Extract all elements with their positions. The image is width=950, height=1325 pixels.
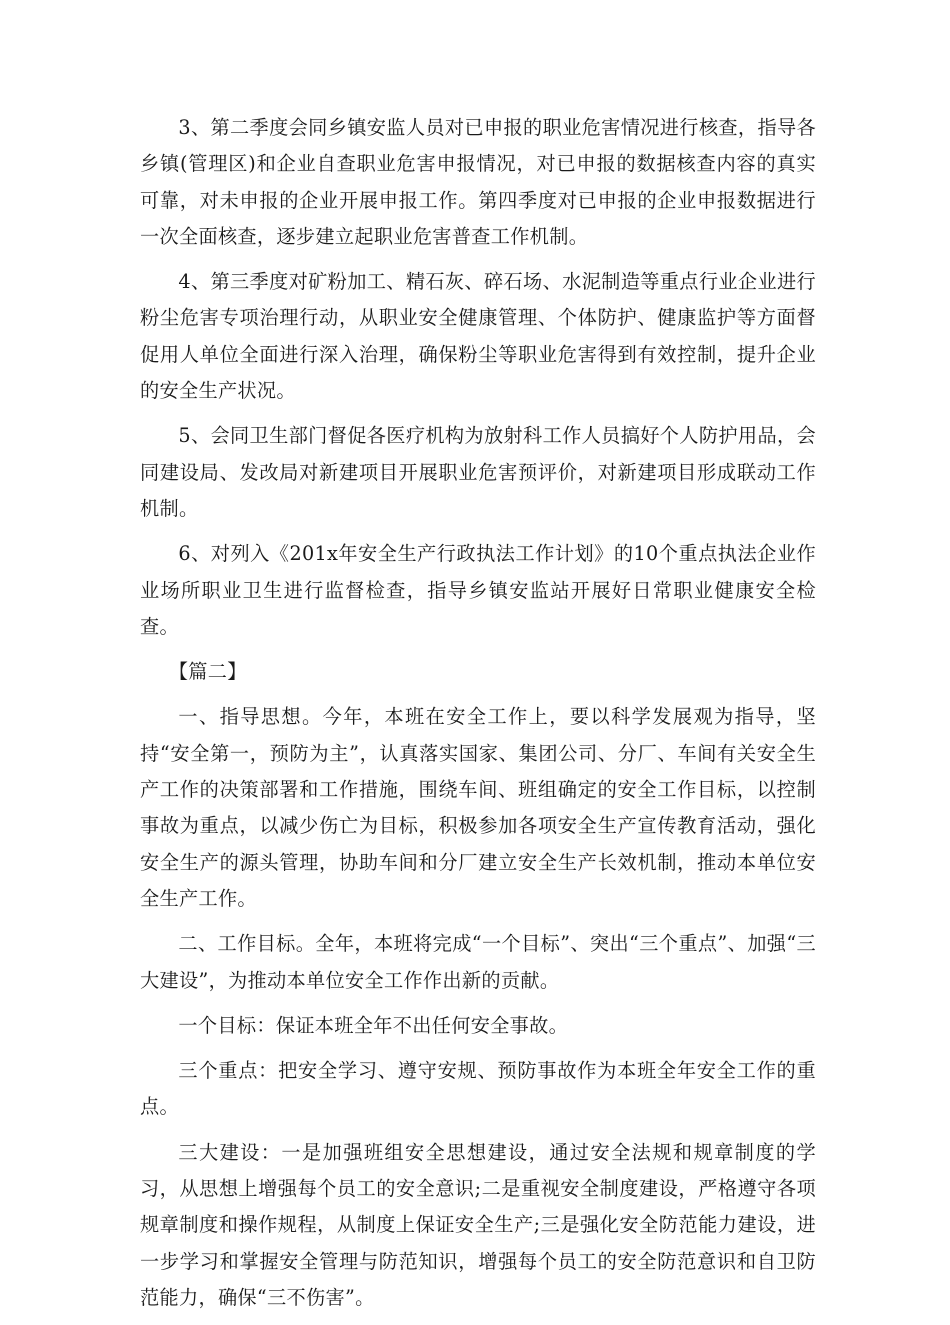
section-heading: 【篇二】 bbox=[168, 660, 247, 684]
paragraph-one-goal: 一个目标：保证本班全年不出任何安全事故。 bbox=[178, 1013, 569, 1037]
document-body bbox=[140, 110, 816, 1325]
paragraph-three-constructions: 三大建设：一是加强班组安全思想建设，通过安全法规和规章制度的学习，从思想上增强每个员工的安全意识;二是重视安全制度建设，严格遵守各项规章制度和操作规程，从制度上保证安全生产;三是强化安全防范能力建设，进一步学习和掌握安全管理与防范知识，增强每个员工的安全防范意识和自卫防范能力，确保“三不伤害”。 bbox=[140, 1140, 816, 1309]
paragraph-item-3: 3、第二季度会同乡镇安监人员对已申报的职业危害情况进行核查，指导各乡镇(管理区)和企业自查职业危害申报情况，对已申报的数据核查内容的真实可靠，对未申报的企业开展申报工作。第四季度对已申报的企业申报数据进行一次全面核查，逐步建立起职业危害普查工作机制。 bbox=[140, 116, 816, 248]
paragraph-guiding-ideology: 一、指导思想。今年，本班在安全工作上，要以科学发展观为指导，坚持“安全第一，预防为主”，认真落实国家、集团公司、分厂、车间有关安全生产工作的决策部署和工作措施，围绕车间、班组确定的安全工作目标，以控制事故为重点，以减少伤亡为目标，积极参加各项安全生产宣传教育活动，强化安全生产的源头管理，协助车间和分厂建立安全生产长效机制，推动本单位安全生产工作。 bbox=[140, 705, 816, 910]
paragraph-three-focuses: 三个重点：把安全学习、遵守安规、预防事故作为本班全年安全工作的重点。 bbox=[140, 1059, 816, 1119]
paragraph-item-4: 4、第三季度对矿粉加工、精石灰、碎石场、水泥制造等重点行业企业进行粉尘危害专项治理行动，从职业安全健康管理、个体防护、健康监护等方面督促用人单位全面进行深入治理，确保粉尘等职业危害得到有效控制，提升企业的安全生产状况。 bbox=[140, 270, 816, 403]
paragraph-item-6: 6、对列入《201x年安全生产行政执法工作计划》的10个重点执法企业作业场所职业卫生进行监督检查，指导乡镇安监站开展好日常职业健康安全检查。 bbox=[140, 542, 816, 638]
paragraph-work-goals: 二、工作目标。全年，本班将完成“一个目标”、突出“三个重点”、加强“三大建设”，为推动本单位安全工作作出新的贡献。 bbox=[140, 932, 816, 992]
paragraph-item-5: 5、会同卫生部门督促各医疗机构为放射科工作人员搞好个人防护用品，会同建设局、发改局对新建项目开展职业危害预评价，对新建项目形成联动工作机制。 bbox=[140, 424, 816, 520]
